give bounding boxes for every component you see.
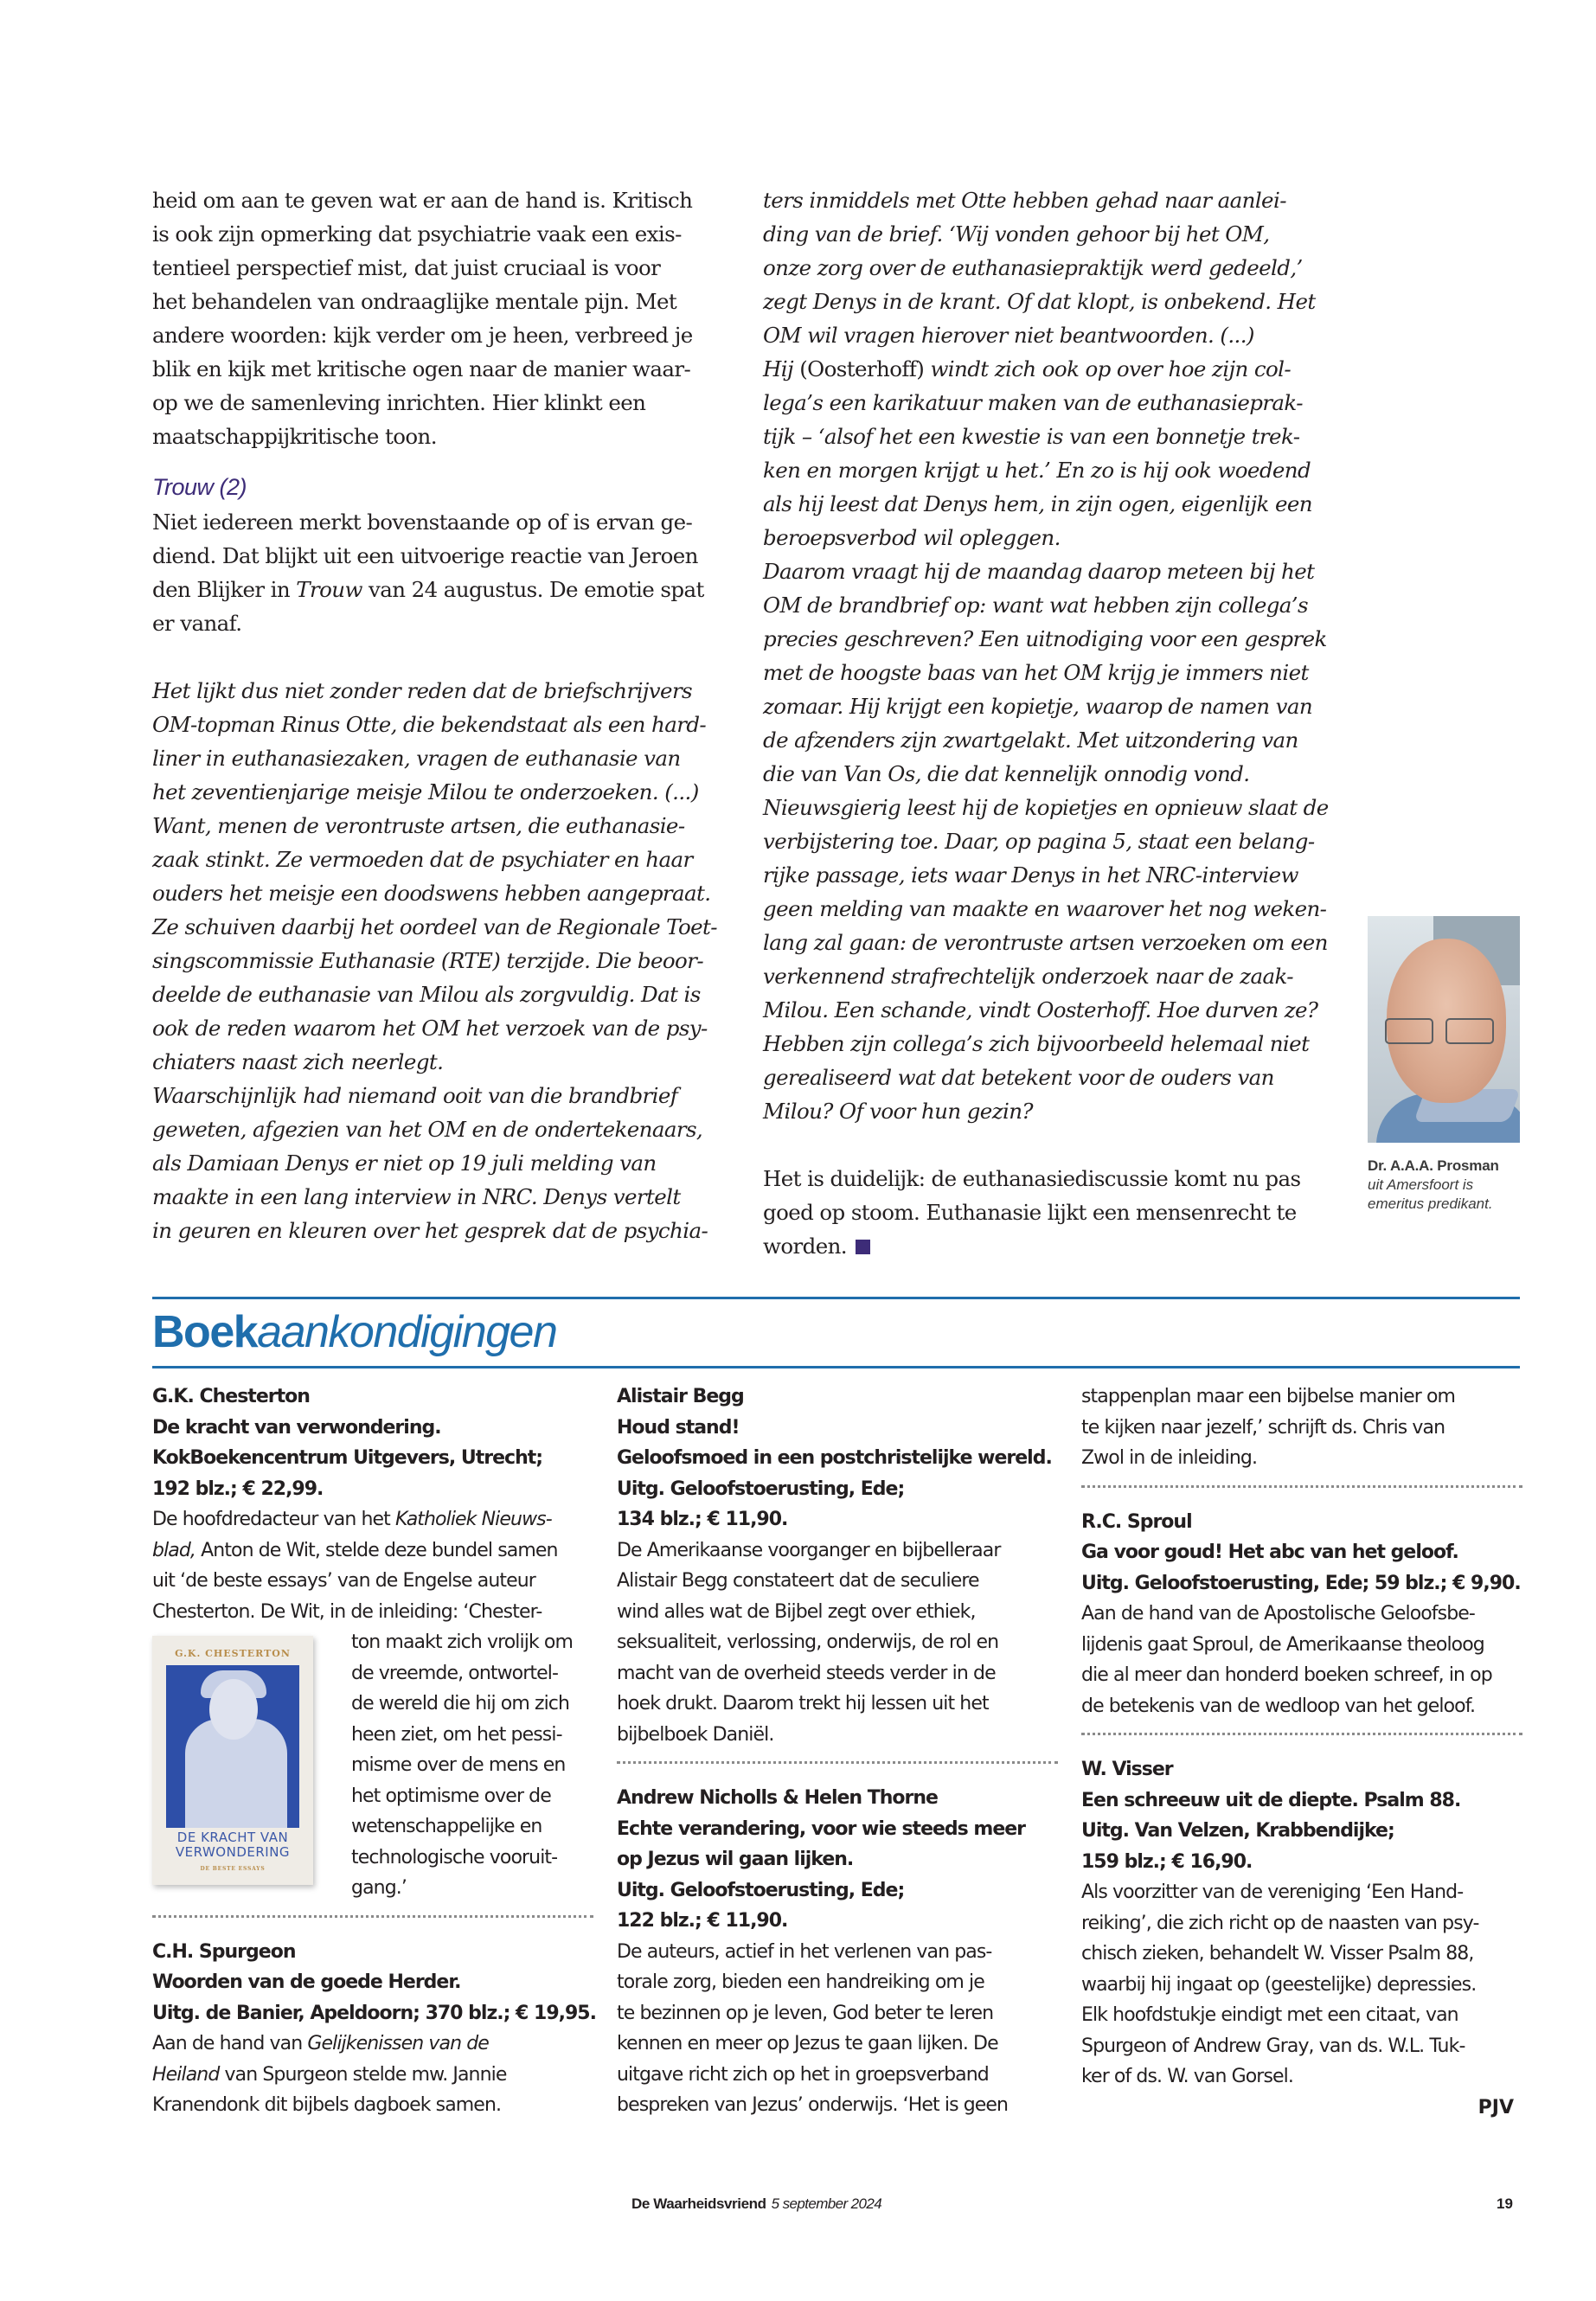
author-caption	[1368, 1157, 1520, 1214]
book-author: C.H. Spurgeon	[152, 1940, 296, 1963]
quote-line: Ze schuiven daarbij het oordeel van de Regionale Toet-	[152, 914, 717, 939]
body-line: Niet iedereen merkt bovenstaande op of is ervan ge-	[152, 510, 693, 535]
editor-signature: PJV	[1477, 2096, 1514, 2118]
book-desc-line: De auteurs, actief in het verlenen van pas-	[617, 1940, 992, 1963]
book-author: Andrew Nicholls & Helen Thorne	[617, 1787, 938, 1809]
body-line: het behandelen van ondraaglijke mentale pijn. Met	[152, 289, 677, 314]
quote-line: ding van de brief. ‘Wij vonden gehoor bij het OM,	[763, 221, 1270, 247]
book-desc-line: bespreken van Jezus’ onderwijs. ‘Het is geen	[617, 2094, 1009, 2116]
page-number: 19	[1497, 2195, 1513, 2212]
book-desc-line: Elk hoofdstukje eindigt met een citaat, van	[1081, 2004, 1458, 2026]
quote-line: onze zorg over de euthanasiepraktijk werd gedeeld,’	[763, 255, 1303, 280]
book-entry-chesterton	[152, 1381, 602, 1904]
quote-line: als Damiaan Denys er niet op 19 juli melding van	[152, 1150, 657, 1176]
book-price: 122 blz.; € 11,90.	[617, 1910, 788, 1932]
quote-line: Het lijkt dus niet zonder reden dat de briefschrijvers	[152, 678, 693, 703]
body-line: is ook zijn opmerking dat psychiatrie vaak een exis-	[152, 221, 682, 247]
dotted-separator	[1081, 1733, 1522, 1737]
book-desc-line: blad, Anton de Wit, stelde deze bundel samen	[152, 1539, 558, 1561]
subheading-trouw: Trouw (2)	[152, 474, 247, 500]
book-desc-line: uitgave richt zich op het in groepsverband	[617, 2063, 989, 2086]
book-desc-line: De hoofdredacteur van het Katholiek Nieuws-	[152, 1509, 552, 1530]
book-desc-line: Aan de hand van Gelijkenissen van de	[152, 2033, 489, 2054]
quote-line: Nieuwsgierig leest hij de kopietjes en opnieuw slaat de	[763, 795, 1329, 820]
quote-line: ouders het meisje een doodswens hebben aangepraat.	[152, 881, 711, 906]
book-desc-line: bijbelboek Daniël.	[617, 1723, 774, 1746]
book-author: G.K. Chesterton	[152, 1386, 310, 1407]
dotted-separator	[617, 1761, 1058, 1766]
dotted-separator	[152, 1915, 593, 1920]
quote-line: ook de reden waarom het OM het verzoek van de psy-	[152, 1016, 708, 1041]
quote-line: het zeventienjarige meisje Milou te onderzoeken. (...)	[152, 779, 699, 804]
book-desc-line: torale zorg, bieden een handreiking om je	[617, 1971, 984, 1993]
book-desc-line: Alistair Begg constateert dat de seculiere	[617, 1570, 979, 1592]
quote-line: rijke passage, iets waar Denys in het NRC-interview	[763, 862, 1298, 888]
book-publisher: Uitg. Geloofstoerusting, Ede;	[617, 1477, 905, 1500]
book-desc-line: de vreemde, ontwortel-	[351, 1662, 559, 1684]
book-desc-line: die al meer dan honderd boeken schreef, in op	[1081, 1664, 1492, 1686]
book-desc-line: kennen en meer op Jezus te gaan lijken. De	[617, 2033, 998, 2054]
quote-line: zomaar. Hij krijgt een kopietje, waarop de namen van	[763, 694, 1313, 719]
book-desc-line: te kijken naar jezelf,’ schrijft ds. Chris van	[1081, 1416, 1445, 1439]
quote-line: OM de brandbrief op: want wat hebben zijn collega’s	[763, 593, 1308, 618]
quote-line: Daarom vraagt hij de maandag daarop meteen bij het	[763, 559, 1315, 584]
book-publisher: Uitg. Van Velzen, Krabbendijke;	[1081, 1820, 1394, 1842]
editorial-insertion: (Oosterhoff)	[799, 356, 925, 381]
book-price: 134 blz.; € 11,90.	[617, 1509, 788, 1530]
book-desc-line: reiking’, die zich richt op de naasten van psy-	[1081, 1912, 1479, 1934]
quote-line: die van Van Os, die dat kennelijk onnodig vond.	[763, 761, 1250, 786]
book-author: Alistair Begg	[617, 1386, 744, 1407]
closing-line: worden.	[763, 1229, 1334, 1263]
book-price: 192 blz.; € 22,99.	[152, 1477, 324, 1500]
quote-line: liner in euthanasiezaken, vragen de euthanasie van	[152, 746, 681, 771]
cover-author: G.K. CHESTERTON	[175, 1648, 291, 1659]
book-publisher: Uitg. Geloofstoerusting, Ede;	[617, 1879, 905, 1901]
body-line: diend. Dat blijkt uit een uitvoerige reactie van Jeroen	[152, 543, 698, 568]
book-desc-line: het optimisme over de	[351, 1785, 551, 1807]
book-title: Een schreeuw uit de diepte. Psalm 88.	[1081, 1789, 1461, 1811]
book-desc-line: te bezinnen op je leven, God beter te leren	[617, 2002, 994, 2024]
book-desc-line: de betekenis van de wedloop van het geloof.	[1081, 1695, 1476, 1717]
quote-line: als hij leest dat Denys hem, in zijn ogen, eigenlijk een	[763, 491, 1312, 516]
quote-line: zaak stinkt. Ze vermoeden dat de psychiater en haar	[152, 847, 693, 872]
quote-line: Waarschijnlijk had niemand ooit van die brandbrief	[152, 1083, 678, 1108]
end-of-article-square-icon	[856, 1240, 870, 1254]
quote-line: verbijstering toe. Daar, op pagina 5, staat een belang-	[763, 829, 1315, 854]
body-line: heid om aan te geven wat er aan de hand is. Kritisch	[152, 188, 693, 213]
book-desc-line: wind alles wat de Bijbel zegt over ethiek,	[617, 1600, 976, 1623]
book-entry-begg	[617, 1381, 1067, 1750]
author-description: uit Amersfoort is	[1368, 1176, 1474, 1193]
quote-line: in geuren en kleuren over het gesprek dat de psychia-	[152, 1218, 708, 1243]
body-line: maatschappijkritische toon.	[152, 424, 437, 449]
book-entry-nicholls-thorne	[617, 1783, 1067, 2121]
quote-line: tijk – ‘alsof het een kwestie is van een bonnetje trek-	[763, 424, 1300, 449]
book-title: Houd stand!	[617, 1416, 740, 1439]
book-entry-visser	[1081, 1754, 1522, 2093]
book-desc-line: ton maakt zich vrolijk om	[351, 1631, 573, 1653]
book-desc-line: technologische vooruit-	[351, 1846, 558, 1868]
body-line: er vanaf.	[152, 611, 242, 636]
book-column-1	[152, 1381, 602, 2121]
book-desc-line: gang.’	[351, 1877, 407, 1899]
closing-line: Het is duidelijk: de euthanasiediscussie komt nu pas	[763, 1166, 1301, 1191]
quote-line: ters inmiddels met Otte hebben gehad naar aanlei-	[763, 188, 1286, 213]
book-title: De kracht van verwondering.	[152, 1416, 441, 1439]
book-desc-line: De Amerikaanse voorganger en bijbelleraar	[617, 1539, 1001, 1561]
author-description: emeritus predikant.	[1368, 1195, 1493, 1212]
book-desc-line: misme over de mens en	[351, 1754, 566, 1776]
book-author: R.C. Sproul	[1081, 1510, 1192, 1533]
body-line: andere woorden: kijk verder om je heen, verbreed je	[152, 323, 693, 348]
page-footer	[631, 2195, 881, 2213]
section-title-boekaankondigingen: Boekaankondigingen	[152, 1307, 557, 1357]
author-photo	[1368, 916, 1520, 1143]
closing-line: goed op stoom. Euthanasie lijkt een mensenrecht te	[763, 1200, 1297, 1225]
quote-line: Milou? Of voor hun gezin?	[763, 1099, 1033, 1124]
book-desc-line: uit ‘de beste essays’ van de Engelse auteur	[152, 1570, 535, 1592]
quote-line: deelde de euthanasie van Milou als zorgvuldig. Dat is	[152, 982, 701, 1007]
quote-line: OM-topman Rinus Otte, die bekendstaat als een hard-	[152, 712, 707, 737]
book-price: 159 blz.; € 16,90.	[1081, 1850, 1253, 1873]
book-desc-line: Spurgeon of Andrew Gray, van ds. W.L. Tuk-	[1081, 2035, 1465, 2057]
book-entry-sproul	[1081, 1507, 1522, 1722]
quote-line: beroepsverbod wil opleggen.	[763, 525, 1061, 550]
quote-block	[152, 674, 723, 1247]
book-desc-line: stappenplan maar een bijbelse manier om	[1081, 1386, 1456, 1407]
book-title: op Jezus wil gaan lijken.	[617, 1849, 854, 1870]
quote-line: Hebben zijn collega’s zich bijvoorbeeld helemaal niet	[763, 1031, 1310, 1056]
author-box	[1368, 916, 1520, 1214]
body-line: blik en kijk met kritische ogen naar de manier waar-	[152, 356, 691, 381]
book-desc-line: hoek drukt. Daarom trekt hij lessen uit het	[617, 1693, 989, 1715]
article-right-column	[763, 183, 1334, 1263]
publication-name: De Waarheidsvriend	[631, 2195, 766, 2212]
quote-line: Hij (Oosterhoff) windt zich ook op over hoe zijn col-	[763, 356, 1292, 381]
book-desc-line: Aan de hand van de Apostolische Geloofsbe-	[1081, 1603, 1475, 1625]
book-desc-line: wetenschappelijke en	[351, 1816, 542, 1837]
book-column-3	[1081, 1381, 1522, 2123]
book-desc-line: chisch zieken, behandelt W. Visser Psalm 88,	[1081, 1943, 1474, 1965]
dotted-separator	[1081, 1485, 1522, 1490]
body-line: op we de samenleving inrichten. Hier klinkt een	[152, 390, 646, 415]
quote-line: de afzenders zijn zwartgelakt. Met uitzondering van	[763, 727, 1298, 753]
book-desc-line: heen ziet, om het pessi-	[351, 1723, 562, 1746]
quote-line: verkennend strafrechtelijk onderzoek naar de zaak-	[763, 964, 1293, 989]
book-author: W. Visser	[1081, 1759, 1173, 1780]
book-desc-line: ker of ds. W. van Gorsel.	[1081, 2066, 1293, 2087]
quote-line: met de hoogste baas van het OM krijg je immers niet	[763, 660, 1309, 685]
book-desc-line: Chesterton. De Wit, in de inleiding: ‘Chester-	[152, 1600, 542, 1623]
issue-date: 5 september 2024	[771, 2195, 882, 2212]
book-desc-line: Zwol in de inleiding.	[1081, 1447, 1258, 1469]
book-desc-line: Heiland van Spurgeon stelde mw. Jannie	[152, 2063, 507, 2086]
book-column-2	[617, 1381, 1067, 2121]
section-rule-top	[152, 1297, 1520, 1299]
book-title: Woorden van de goede Herder.	[152, 1971, 461, 1993]
section-rule-bottom	[152, 1366, 1520, 1368]
quote-line: OM wil vragen hierover niet beantwoorden. (...)	[763, 323, 1254, 348]
quote-line: lang zal gaan: de verontruste artsen verzoeken om een	[763, 930, 1328, 955]
book-entry-nicholls-thorne-continued	[1081, 1381, 1522, 1474]
body-line: tentieel perspectief mist, dat juist cruciaal is voor	[152, 255, 661, 280]
book-desc-line: macht van de overheid steeds verder in de	[617, 1662, 996, 1684]
quote-line: maakte in een lang interview in NRC. Denys vertelt	[152, 1184, 681, 1209]
book-desc-line: seksualiteit, verlossing, onderwijs, de rol en	[617, 1631, 999, 1653]
quote-line: chiaters naast zich neerlegt.	[152, 1049, 444, 1074]
cover-illustration	[166, 1665, 299, 1828]
book-entry-spurgeon	[152, 1937, 602, 2121]
book-publisher: Uitg. de Banier, Apeldoorn; 370 blz.; € 19,95.	[152, 2002, 596, 2024]
book-publisher: KokBoekencentrum Uitgevers, Utrecht;	[152, 1447, 543, 1469]
book-desc-line: Als voorzitter van de vereniging ‘Een Hand-	[1081, 1881, 1464, 1903]
quote-line: gerealiseerd wat dat betekent voor de ouders van	[763, 1065, 1274, 1090]
cover-title: DE KRACHT VAN VERWONDERING	[175, 1830, 291, 1860]
book-desc-line: Kranendonk dit bijbels dagboek samen.	[152, 2094, 502, 2116]
quote-line: precies geschreven? Een uitnodiging voor een gesprek	[763, 626, 1327, 651]
cover-subtitle: DE BESTE ESSAYS	[200, 1866, 266, 1872]
book-cover-chesterton	[152, 1636, 313, 1885]
newspaper-name: Trouw	[296, 577, 362, 602]
book-title: Ga voor goud! Het abc van het geloof.	[1081, 1541, 1458, 1563]
quote-line: geen melding van maakte en waarover het nog weken-	[763, 896, 1327, 921]
book-desc-line: lijdenis gaat Sproul, de Amerikaanse theoloog	[1081, 1633, 1484, 1656]
body-line: den Blijker in Trouw van 24 augustus. De emotie spat	[152, 577, 704, 602]
book-title: Echte verandering, voor wie steeds meer	[617, 1817, 1026, 1840]
quote-line: zegt Denys in de krant. Of dat klopt, is onbekend. Het	[763, 289, 1316, 314]
book-subtitle: Geloofsmoed in een postchristelijke wereld.	[617, 1447, 1052, 1469]
author-name: Dr. A.A.A. Prosman	[1368, 1157, 1499, 1174]
quote-line: ken en morgen krijgt u het.’ En zo is hij ook woedend	[763, 458, 1311, 483]
book-publisher: Uitg. Geloofstoerusting, Ede; 59 blz.; € 9,90.	[1081, 1572, 1521, 1594]
quote-line: lega’s een karikatuur maken van de euthanasieprak-	[763, 390, 1303, 415]
quote-line: Milou. Een schande, vindt Oosterhoff. Hoe durven ze?	[763, 997, 1318, 1022]
quote-line: geweten, afgezien van het OM en de ondertekenaars,	[152, 1117, 703, 1142]
quote-line: Want, menen de verontruste artsen, die euthanasie-	[152, 813, 685, 838]
book-desc-line: waarbij hij ingaat op (geestelijke) depressies.	[1081, 1973, 1477, 1996]
book-desc-line: de wereld die hij om zich	[351, 1693, 570, 1715]
quote-line: singscommissie Euthanasie (RTE) terzijde. Die beoor-	[152, 948, 703, 973]
article-left-column	[152, 183, 723, 1247]
